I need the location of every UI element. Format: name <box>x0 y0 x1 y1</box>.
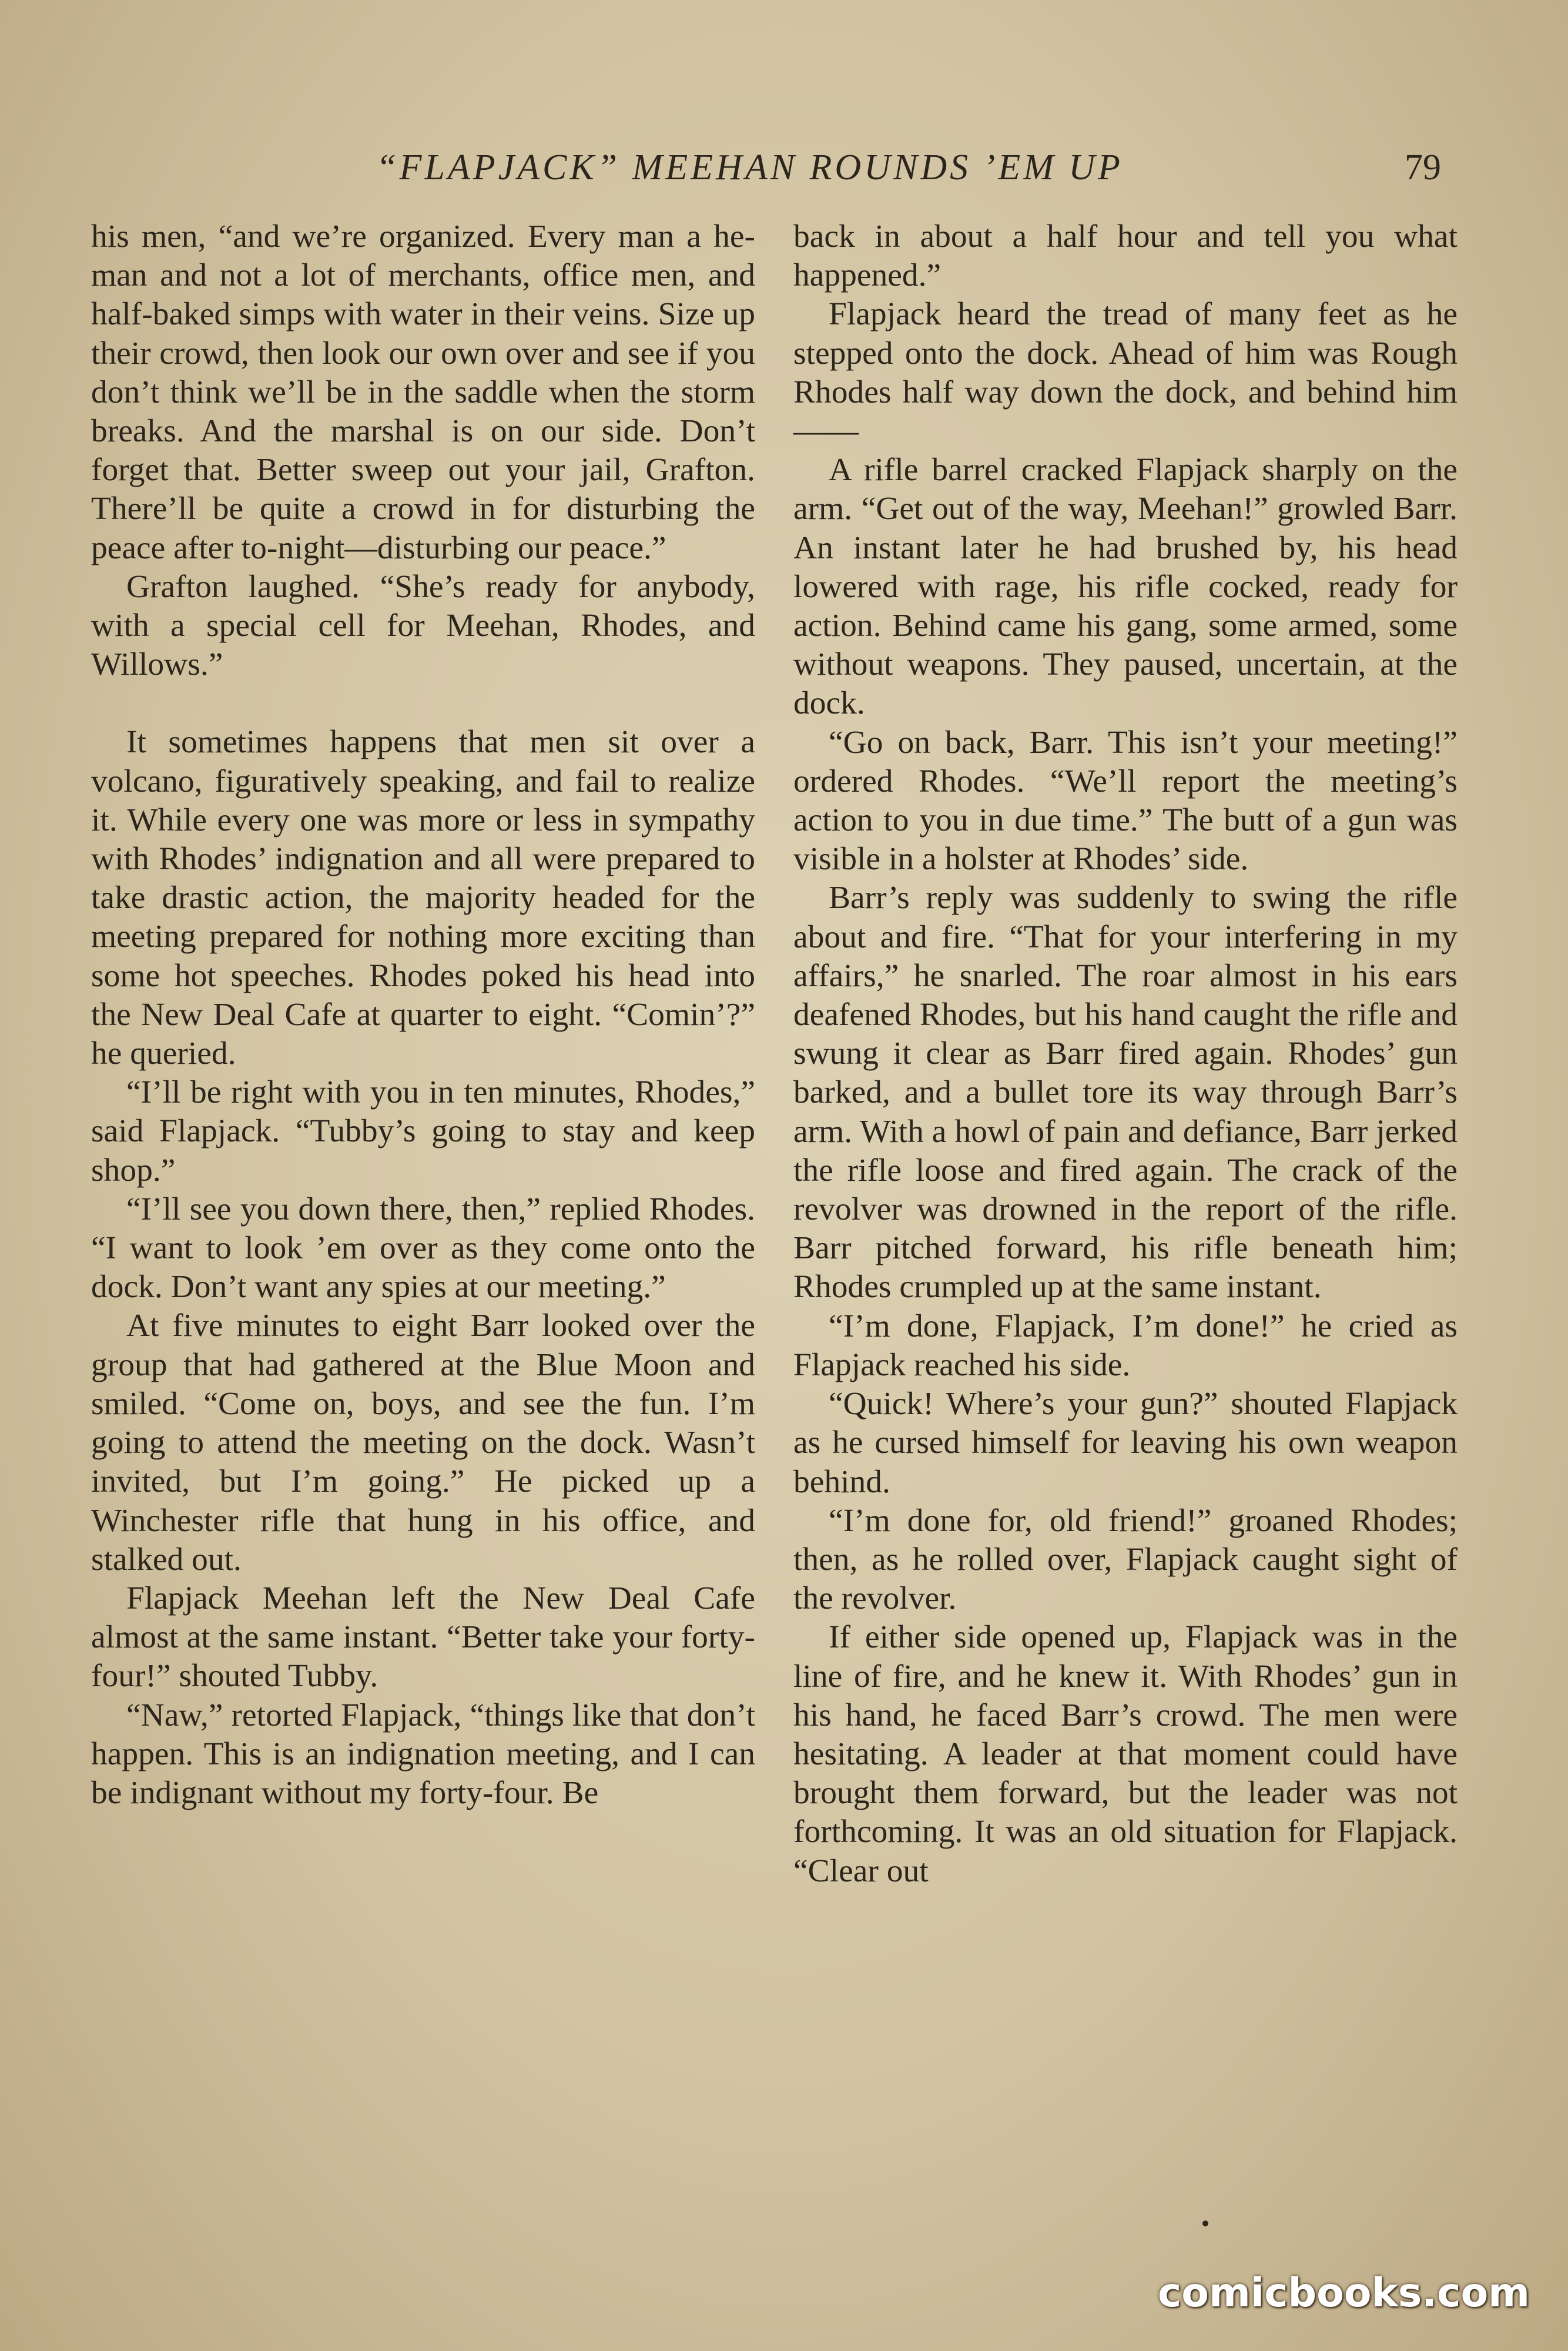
paragraph: “I’m done for, old friend!” groaned Rhodes; then, as he rolled over, Flapjack caught sight of the revolver. <box>793 1502 1458 1617</box>
left-column <box>91 217 755 1813</box>
paragraph: It sometimes happens that men sit over a volcano, figuratively speaking, and fail to realize it. While every one was more or less in sympathy with Rhodes’ indignation and all were prepared to take drastic action, the majority headed for the meeting prepared for nothing more exciting than some hot speeches. Rhodes poked his head into the New Deal Cafe at quarter to eight. “Comin’?” he queried. <box>91 724 755 1072</box>
ink-dot <box>1202 2221 1208 2226</box>
page-number: 79 <box>1405 148 1441 187</box>
paragraph: A rifle barrel cracked Flapjack sharply on the arm. “Get out of the way, Meehan!” growled Barr. An instant later he had brushed by, his head lowered with rage, his rifle cocked, ready for action. Behind came his gang, some armed, some without weapons. They paused, uncertain, at the dock. <box>793 452 1458 722</box>
paragraph: “I’ll see you down there, then,” replied Rhodes. “I want to look ’em over as they come onto the dock. Don’t want any spies at our meeting.” <box>91 1191 755 1305</box>
paragraph: Grafton laughed. “She’s ready for anybody, with a special cell for Meehan, Rhodes, and Willows.” <box>91 568 755 683</box>
right-column <box>793 217 1458 1891</box>
section-break <box>91 684 755 723</box>
paragraph: back in about a half hour and tell you what happened.” <box>793 219 1458 294</box>
paragraph: Barr’s reply was suddenly to swing the rifle about and fire. “That for your interfering in my affairs,” he snarled. The roar almost in his ears deafened Rhodes, but his hand caught the rifle and swung it clear as Barr fired again. Rhodes’ gun barked, and a bullet tore its way through Barr’s arm. With a howl of pain and defiance, Barr jerked the rifle loose and fired again. The crack of the revolver was drowned in the report of the rifle. Barr pitched forward, his rifle beneath him; Rhodes crumpled up at the same instant. <box>793 880 1458 1305</box>
paragraph: his men, “and we’re organized. Every man a he-man and not a lot of merchants, office men, and half-baked simps with water in their veins. Size up their crowd, then look our own over and see if you don’t think we’ll be in the saddle when the storm breaks. And the marshal is on our side. Don’t forget that. Better sweep out your jail, Grafton. There’ll be quite a crowd in for disturbing the peace after to-night—disturbing our peace.” <box>91 219 755 566</box>
paragraph: “I’m done, Flapjack, I’m done!” he cried as Flapjack reached his side. <box>793 1308 1458 1383</box>
paragraph: “Go on back, Barr. This isn’t your meeting!” ordered Rhodes. “We’ll report the meeting’s action to you in due time.” The butt of a gun was visible in a holster at Rhodes’ side. <box>793 724 1458 878</box>
watermark: comicbooks.com <box>1158 2270 1530 2316</box>
paragraph: At five minutes to eight Barr looked over the group that had gathered at the Blue Moon and smiled. “Come on, boys, and see the fun. I’m going to attend the meeting on the dock. Wasn’t invited, but I’m going.” He picked up a Winchester rifle that hung in his office, and stalked out. <box>91 1308 755 1578</box>
page-header <box>0 141 1568 200</box>
paragraph: Flapjack Meehan left the New Deal Cafe almost at the same instant. “Better take your forty-four!” shouted Tubby. <box>91 1580 755 1694</box>
running-title: “FLAPJACK” MEEHAN ROUNDS ’EM UP <box>376 148 1123 187</box>
paragraph: If either side opened up, Flapjack was in the line of fire, and he knew it. With Rhodes’ gun in his hand, he faced Barr’s crowd. The men were hesitating. A leader at that moment could have brought them forward, but the leader was not forthcoming. It was an old situation for Flapjack. “Clear out <box>793 1619 1458 1889</box>
paragraph: “Quick! Where’s your gun?” shouted Flapjack as he cursed himself for leaving his own weapon behind. <box>793 1386 1458 1500</box>
paragraph: “Naw,” retorted Flapjack, “things like that don’t happen. This is an indignation meeting, and I can be indignant without my forty-four. Be <box>91 1697 755 1811</box>
paragraph: Flapjack heard the tread of many feet as he stepped onto the dock. Ahead of him was Rough Rhodes half way down the dock, and behind him—— <box>793 296 1458 450</box>
paragraph: “I’ll be right with you in ten minutes, Rhodes,” said Flapjack. “Tubby’s going to stay and keep shop.” <box>91 1074 755 1188</box>
